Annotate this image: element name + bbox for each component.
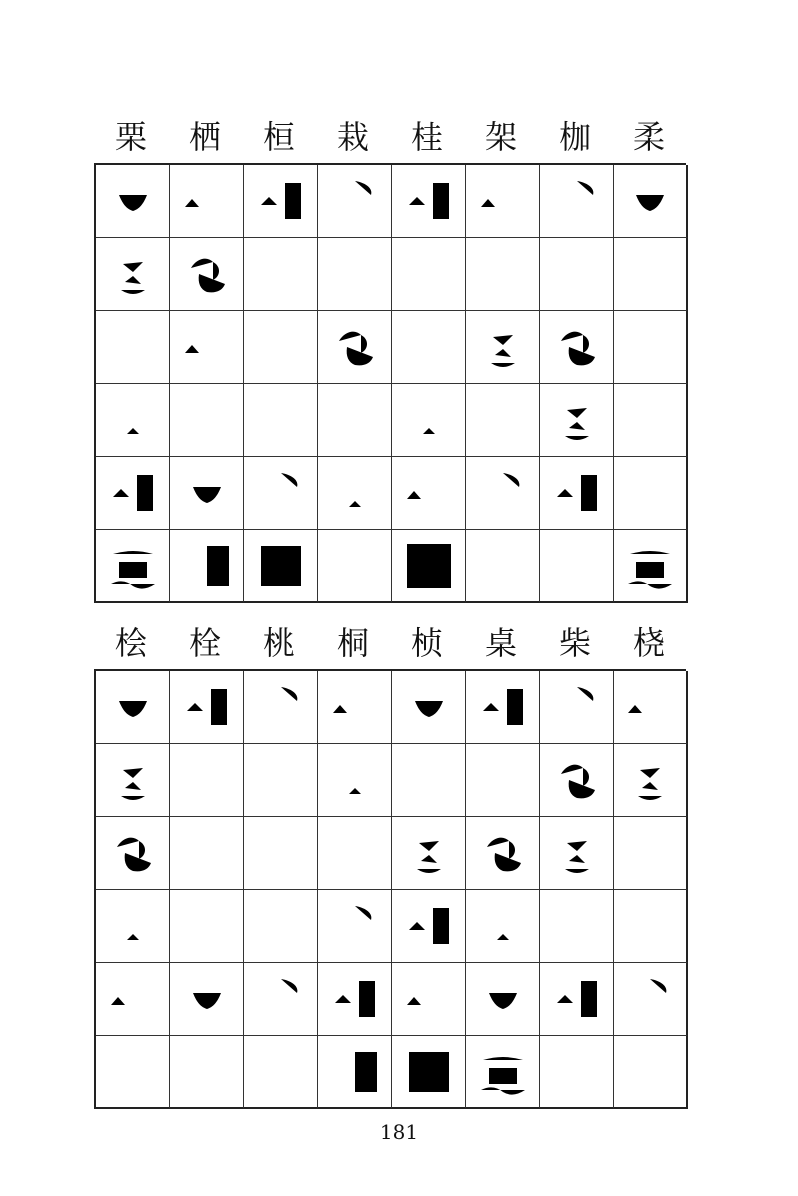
ancient-script-glyph: [620, 969, 680, 1029]
table-cell: [318, 744, 392, 817]
ancient-script-glyph: [325, 463, 385, 523]
ancient-script-glyph: [177, 244, 237, 304]
table-cell: [318, 963, 392, 1036]
table-cell: [170, 817, 244, 890]
section2-header-row: [94, 618, 686, 668]
table-cell: [244, 744, 318, 817]
ancient-script-glyph: [103, 244, 163, 304]
header-character: 桃: [262, 624, 295, 662]
table-cell: [318, 671, 392, 744]
ancient-script-glyph: [473, 317, 533, 377]
section2-table: [94, 669, 686, 1109]
ancient-script-glyph: [473, 677, 533, 737]
section1-table: [94, 163, 686, 603]
table-cell: [614, 530, 688, 603]
ancient-script-glyph: [473, 390, 533, 450]
ancient-script-glyph: [325, 677, 385, 737]
ancient-script-glyph: [399, 317, 459, 377]
table-cell: [466, 530, 540, 603]
table-cell: [614, 817, 688, 890]
ancient-script-glyph: [177, 969, 237, 1029]
table-cell: [466, 238, 540, 311]
table-cell: [466, 671, 540, 744]
ancient-script-glyph: [251, 969, 311, 1029]
table-cell: [318, 165, 392, 238]
table-cell: [244, 1036, 318, 1109]
table-cell: [170, 311, 244, 384]
ancient-script-glyph: [103, 463, 163, 523]
table-cell: [614, 165, 688, 238]
ancient-script-glyph: [251, 677, 311, 737]
ancient-script-glyph: [251, 244, 311, 304]
header-character: 桧: [114, 624, 147, 662]
table-cell: [318, 817, 392, 890]
header-character: 架: [484, 118, 517, 156]
table-cell: [392, 165, 466, 238]
ancient-script-glyph: [177, 896, 237, 956]
table-cell: [466, 165, 540, 238]
table-cell: [466, 890, 540, 963]
header-character: 桢: [410, 624, 443, 662]
ancient-script-glyph: [620, 317, 680, 377]
table-cell: [614, 671, 688, 744]
ancient-script-glyph: [103, 536, 163, 596]
ancient-script-glyph: [620, 896, 680, 956]
table-cell: [244, 530, 318, 603]
ancient-script-glyph: [473, 1042, 533, 1102]
table-cell: [392, 671, 466, 744]
table-cell: [96, 238, 170, 311]
header-character: 枷: [558, 118, 591, 156]
ancient-script-glyph: [547, 317, 607, 377]
table-cell: [614, 890, 688, 963]
ancient-script-glyph: [325, 1042, 385, 1102]
ancient-script-glyph: [620, 536, 680, 596]
table-cell: [614, 1036, 688, 1109]
table-cell: [244, 963, 318, 1036]
ancient-script-glyph: [473, 171, 533, 231]
table-cell: [170, 963, 244, 1036]
ancient-script-glyph: [547, 823, 607, 883]
ancient-script-glyph: [473, 896, 533, 956]
section1-header-row: [94, 112, 686, 162]
ancient-script-glyph: [547, 171, 607, 231]
table-cell: [392, 890, 466, 963]
table-cell: [318, 457, 392, 530]
table-cell: [244, 165, 318, 238]
ancient-script-glyph: [103, 823, 163, 883]
ancient-script-glyph: [177, 317, 237, 377]
ancient-script-glyph: [473, 823, 533, 883]
page-number: 181: [379, 1120, 419, 1144]
table-cell: [170, 238, 244, 311]
table-cell: [318, 890, 392, 963]
table-cell: [540, 457, 614, 530]
ancient-script-glyph: [547, 750, 607, 810]
table-cell: [96, 890, 170, 963]
table-cell: [96, 744, 170, 817]
table-cell: [540, 384, 614, 457]
header-character: 桌: [484, 624, 517, 662]
table-cell: [392, 384, 466, 457]
table-cell: [96, 671, 170, 744]
ancient-script-glyph: [103, 677, 163, 737]
table-cell: [244, 817, 318, 890]
table-cell: [540, 744, 614, 817]
header-character: 桐: [336, 624, 369, 662]
header-character: 桓: [262, 118, 295, 156]
ancient-script-glyph: [547, 390, 607, 450]
ancient-script-glyph: [399, 171, 459, 231]
ancient-script-glyph: [399, 677, 459, 737]
ancient-script-glyph: [325, 317, 385, 377]
table-cell: [96, 963, 170, 1036]
ancient-script-glyph: [547, 677, 607, 737]
ancient-script-glyph: [547, 896, 607, 956]
table-cell: [170, 384, 244, 457]
table-cell: [466, 1036, 540, 1109]
table-cell: [170, 890, 244, 963]
ancient-script-glyph: [325, 171, 385, 231]
ancient-script-glyph: [399, 1042, 459, 1102]
table-cell: [392, 817, 466, 890]
ancient-script-glyph: [251, 463, 311, 523]
ancient-script-glyph: [399, 823, 459, 883]
header-character: 柴: [558, 624, 591, 662]
table-cell: [392, 1036, 466, 1109]
table-cell: [540, 530, 614, 603]
ancient-script-glyph: [620, 750, 680, 810]
ancient-script-glyph: [251, 536, 311, 596]
ancient-script-glyph: [620, 171, 680, 231]
table-cell: [244, 238, 318, 311]
ancient-script-glyph: [547, 969, 607, 1029]
table-cell: [392, 963, 466, 1036]
table-cell: [170, 457, 244, 530]
table-cell: [540, 671, 614, 744]
ancient-script-glyph: [251, 171, 311, 231]
header-character: 栗: [114, 118, 147, 156]
table-cell: [244, 671, 318, 744]
ancient-script-glyph: [325, 750, 385, 810]
table-cell: [96, 384, 170, 457]
ancient-script-glyph: [620, 463, 680, 523]
table-cell: [96, 1036, 170, 1109]
ancient-script-glyph: [177, 463, 237, 523]
table-cell: [170, 671, 244, 744]
table-cell: [540, 890, 614, 963]
header-character: 柔: [632, 118, 665, 156]
table-cell: [392, 744, 466, 817]
table-cell: [244, 457, 318, 530]
ancient-script-glyph: [399, 536, 459, 596]
table-cell: [318, 384, 392, 457]
table-cell: [318, 311, 392, 384]
table-cell: [466, 457, 540, 530]
table-cell: [466, 744, 540, 817]
table-cell: [614, 238, 688, 311]
ancient-script-glyph: [399, 969, 459, 1029]
table-cell: [170, 530, 244, 603]
header-character: 栓: [188, 624, 221, 662]
header-character: 桡: [632, 624, 665, 662]
table-cell: [170, 1036, 244, 1109]
ancient-script-glyph: [473, 750, 533, 810]
table-cell: [466, 384, 540, 457]
table-cell: [96, 530, 170, 603]
table-cell: [540, 963, 614, 1036]
ancient-script-glyph: [103, 969, 163, 1029]
ancient-script-glyph: [177, 677, 237, 737]
table-cell: [540, 311, 614, 384]
table-cell: [170, 744, 244, 817]
table-cell: [614, 963, 688, 1036]
ancient-script-glyph: [547, 463, 607, 523]
table-cell: [614, 311, 688, 384]
table-cell: [466, 311, 540, 384]
table-cell: [318, 530, 392, 603]
ancient-script-glyph: [325, 244, 385, 304]
ancient-script-glyph: [399, 390, 459, 450]
table-cell: [96, 817, 170, 890]
ancient-script-glyph: [620, 677, 680, 737]
ancient-script-glyph: [399, 463, 459, 523]
table-cell: [170, 165, 244, 238]
ancient-script-glyph: [473, 463, 533, 523]
table-cell: [244, 890, 318, 963]
ancient-script-glyph: [325, 969, 385, 1029]
ancient-script-glyph: [103, 171, 163, 231]
table-cell: [614, 744, 688, 817]
ancient-script-glyph: [103, 390, 163, 450]
table-cell: [466, 963, 540, 1036]
ancient-script-glyph: [473, 969, 533, 1029]
ancient-script-glyph: [103, 750, 163, 810]
table-cell: [96, 165, 170, 238]
ancient-script-glyph: [325, 390, 385, 450]
header-character: 栖: [188, 118, 221, 156]
table-cell: [540, 817, 614, 890]
table-cell: [540, 1036, 614, 1109]
ancient-script-glyph: [325, 823, 385, 883]
ancient-script-glyph: [325, 896, 385, 956]
table-cell: [392, 457, 466, 530]
header-character: 栽: [336, 118, 369, 156]
ancient-script-glyph: [103, 896, 163, 956]
table-cell: [540, 165, 614, 238]
table-cell: [244, 311, 318, 384]
table-cell: [96, 457, 170, 530]
table-cell: [392, 530, 466, 603]
table-cell: [540, 238, 614, 311]
ancient-script-glyph: [399, 896, 459, 956]
table-cell: [392, 311, 466, 384]
table-cell: [392, 238, 466, 311]
table-cell: [96, 311, 170, 384]
table-cell: [318, 238, 392, 311]
table-cell: [244, 384, 318, 457]
header-character: 桂: [410, 118, 443, 156]
table-cell: [466, 817, 540, 890]
ancient-script-glyph: [399, 750, 459, 810]
table-cell: [614, 457, 688, 530]
ancient-script-glyph: [177, 536, 237, 596]
table-cell: [614, 384, 688, 457]
ancient-script-glyph: [177, 171, 237, 231]
table-cell: [318, 1036, 392, 1109]
